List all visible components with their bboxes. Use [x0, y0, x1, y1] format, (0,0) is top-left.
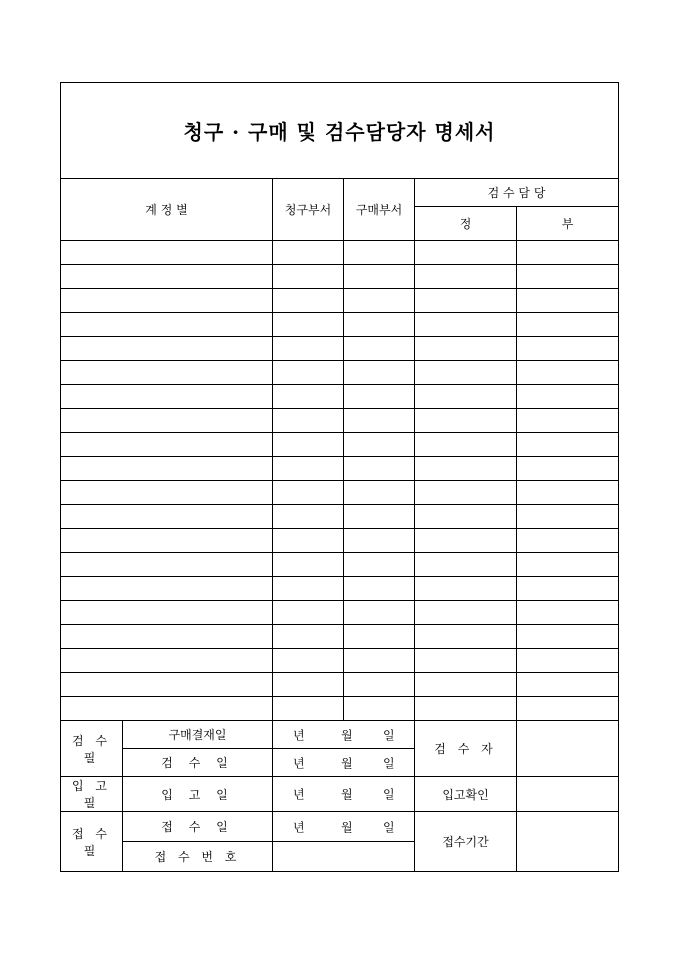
- table-row: [61, 433, 619, 457]
- request-dept-cell[interactable]: [273, 433, 344, 457]
- purchase-approval-date-field[interactable]: [273, 721, 415, 749]
- warehousing-seal-label: 입 고 필: [61, 777, 123, 812]
- primary-inspector-cell[interactable]: [415, 553, 517, 577]
- secondary-inspector-cell[interactable]: [517, 337, 619, 361]
- account-cell[interactable]: [61, 457, 273, 481]
- table-row: [61, 241, 619, 265]
- account-header: 계 정 별: [61, 179, 273, 241]
- month-label: 월: [341, 756, 353, 770]
- request-dept-cell[interactable]: [273, 241, 344, 265]
- primary-inspector-cell[interactable]: [415, 673, 517, 697]
- account-cell[interactable]: [61, 481, 273, 505]
- statement-form: [60, 82, 619, 872]
- request-dept-cell[interactable]: [273, 457, 344, 481]
- receipt-number-label: 접 수 번 호: [123, 842, 273, 872]
- purchase-dept-cell[interactable]: [344, 385, 415, 409]
- secondary-inspector-cell[interactable]: [517, 241, 619, 265]
- receipt-date-label: 접 수 일: [123, 812, 273, 842]
- warehousing-confirm-label: 입고확인: [415, 777, 517, 812]
- purchase-dept-cell[interactable]: [344, 337, 415, 361]
- request-dept-cell[interactable]: [273, 505, 344, 529]
- request-dept-cell[interactable]: [273, 313, 344, 337]
- account-cell[interactable]: [61, 361, 273, 385]
- year-label: 년: [293, 756, 305, 770]
- warehousing-date-field[interactable]: [273, 777, 415, 812]
- day-label: 일: [383, 756, 395, 770]
- purchase-dept-cell[interactable]: [344, 409, 415, 433]
- month-label: 월: [341, 820, 353, 834]
- request-dept-header: 청구부서: [273, 179, 344, 241]
- inspector-field[interactable]: [517, 721, 619, 777]
- inspection-date-field[interactable]: [273, 749, 415, 777]
- account-cell[interactable]: [61, 289, 273, 313]
- request-dept-cell[interactable]: [273, 529, 344, 553]
- year-label: 년: [293, 820, 305, 834]
- table-row: [61, 697, 619, 721]
- secondary-inspector-cell[interactable]: [517, 409, 619, 433]
- request-dept-cell[interactable]: [273, 601, 344, 625]
- request-dept-cell[interactable]: [273, 385, 344, 409]
- purchase-dept-cell[interactable]: [344, 577, 415, 601]
- secondary-inspector-cell[interactable]: [517, 481, 619, 505]
- table-row: [61, 601, 619, 625]
- primary-inspector-cell[interactable]: [415, 481, 517, 505]
- purchase-dept-cell[interactable]: [344, 601, 415, 625]
- inspection-date-label: 검 수 일: [123, 749, 273, 777]
- primary-inspector-cell[interactable]: [415, 361, 517, 385]
- purchase-dept-cell[interactable]: [344, 505, 415, 529]
- table-row: [61, 553, 619, 577]
- secondary-inspector-cell[interactable]: [517, 289, 619, 313]
- table-row: [61, 457, 619, 481]
- purchase-dept-cell[interactable]: [344, 457, 415, 481]
- secondary-inspector-cell[interactable]: [517, 649, 619, 673]
- purchase-dept-cell[interactable]: [344, 289, 415, 313]
- purchase-dept-cell[interactable]: [344, 649, 415, 673]
- account-cell[interactable]: [61, 577, 273, 601]
- table-row: [61, 577, 619, 601]
- request-dept-cell[interactable]: [273, 409, 344, 433]
- secondary-inspector-cell[interactable]: [517, 529, 619, 553]
- table-row: [61, 529, 619, 553]
- account-cell[interactable]: [61, 673, 273, 697]
- warehousing-confirm-field[interactable]: [517, 777, 619, 812]
- secondary-inspector-cell[interactable]: [517, 625, 619, 649]
- purchase-dept-cell[interactable]: [344, 553, 415, 577]
- table-row: [61, 505, 619, 529]
- request-dept-cell[interactable]: [273, 649, 344, 673]
- primary-inspector-cell[interactable]: [415, 313, 517, 337]
- request-dept-cell[interactable]: [273, 697, 344, 721]
- secondary-inspector-cell[interactable]: [517, 313, 619, 337]
- table-row: [61, 481, 619, 505]
- day-label: 일: [383, 728, 395, 742]
- account-cell[interactable]: [61, 601, 273, 625]
- receipt-date-field[interactable]: [273, 812, 415, 842]
- primary-inspector-cell[interactable]: [415, 649, 517, 673]
- primary-inspector-cell[interactable]: [415, 625, 517, 649]
- purchase-dept-cell[interactable]: [344, 433, 415, 457]
- title-cell: [61, 83, 619, 179]
- request-dept-cell[interactable]: [273, 553, 344, 577]
- primary-inspector-cell[interactable]: [415, 601, 517, 625]
- purchase-dept-cell[interactable]: [344, 697, 415, 721]
- account-cell[interactable]: [61, 697, 273, 721]
- year-label: 년: [293, 728, 305, 742]
- table-row: [61, 673, 619, 697]
- inspector-label: 검 수 자: [415, 721, 517, 777]
- primary-inspector-cell[interactable]: [415, 385, 517, 409]
- secondary-inspector-cell[interactable]: [517, 697, 619, 721]
- purchase-dept-cell[interactable]: [344, 529, 415, 553]
- primary-inspector-cell[interactable]: [415, 529, 517, 553]
- table-row: [61, 337, 619, 361]
- inspection-seal-label: 검 수 필: [61, 721, 123, 777]
- request-dept-cell[interactable]: [273, 337, 344, 361]
- table-row: [61, 313, 619, 337]
- purchase-dept-cell[interactable]: [344, 241, 415, 265]
- account-cell[interactable]: [61, 505, 273, 529]
- account-cell[interactable]: [61, 337, 273, 361]
- primary-inspector-cell[interactable]: [415, 409, 517, 433]
- secondary-inspector-cell[interactable]: [517, 433, 619, 457]
- receipt-period-field[interactable]: [517, 812, 619, 872]
- primary-inspector-cell[interactable]: [415, 505, 517, 529]
- purchase-dept-header: 구매부서: [344, 179, 415, 241]
- request-dept-cell[interactable]: [273, 265, 344, 289]
- purchase-approval-date-label: 구매결재일: [123, 721, 273, 749]
- table-row: [61, 361, 619, 385]
- account-cell[interactable]: [61, 553, 273, 577]
- secondary-inspector-cell[interactable]: [517, 505, 619, 529]
- purchase-dept-cell[interactable]: [344, 313, 415, 337]
- purchase-dept-cell[interactable]: [344, 265, 415, 289]
- account-cell[interactable]: [61, 265, 273, 289]
- purchase-dept-cell[interactable]: [344, 673, 415, 697]
- primary-inspector-cell[interactable]: [415, 289, 517, 313]
- primary-header: 정: [415, 207, 517, 241]
- purchase-dept-cell[interactable]: [344, 481, 415, 505]
- page-title: 청구 · 구매 및 검수담당자 명세서: [183, 120, 496, 144]
- account-cell[interactable]: [61, 409, 273, 433]
- purchase-dept-cell[interactable]: [344, 361, 415, 385]
- request-dept-cell[interactable]: [273, 673, 344, 697]
- day-label: 일: [383, 787, 395, 802]
- account-cell[interactable]: [61, 433, 273, 457]
- receipt-seal-label: 접 수 필: [61, 812, 123, 872]
- request-dept-cell[interactable]: [273, 577, 344, 601]
- day-label: 일: [383, 820, 395, 834]
- secondary-inspector-cell[interactable]: [517, 385, 619, 409]
- month-label: 월: [341, 728, 353, 742]
- primary-inspector-cell[interactable]: [415, 433, 517, 457]
- table-row: [61, 625, 619, 649]
- table-row: [61, 289, 619, 313]
- purchase-dept-cell[interactable]: [344, 625, 415, 649]
- receipt-number-field[interactable]: [273, 842, 415, 872]
- year-label: 년: [293, 787, 305, 802]
- table-row: [61, 649, 619, 673]
- table-row: [61, 265, 619, 289]
- account-cell[interactable]: [61, 625, 273, 649]
- primary-inspector-cell[interactable]: [415, 697, 517, 721]
- account-cell[interactable]: [61, 241, 273, 265]
- primary-inspector-cell[interactable]: [415, 241, 517, 265]
- secondary-inspector-cell[interactable]: [517, 553, 619, 577]
- receipt-period-label: 접수기간: [415, 812, 517, 872]
- request-dept-cell[interactable]: [273, 625, 344, 649]
- month-label: 월: [341, 787, 353, 802]
- account-cell[interactable]: [61, 313, 273, 337]
- secondary-inspector-cell[interactable]: [517, 577, 619, 601]
- request-dept-cell[interactable]: [273, 361, 344, 385]
- warehousing-date-label: 입 고 일: [123, 777, 273, 812]
- request-dept-cell[interactable]: [273, 481, 344, 505]
- table-row: [61, 385, 619, 409]
- account-cell[interactable]: [61, 385, 273, 409]
- secondary-inspector-cell[interactable]: [517, 361, 619, 385]
- secondary-inspector-cell[interactable]: [517, 457, 619, 481]
- secondary-inspector-cell[interactable]: [517, 601, 619, 625]
- account-cell[interactable]: [61, 529, 273, 553]
- request-dept-cell[interactable]: [273, 289, 344, 313]
- account-cell[interactable]: [61, 649, 273, 673]
- inspection-header: 검 수 담 당: [415, 179, 619, 207]
- primary-inspector-cell[interactable]: [415, 265, 517, 289]
- primary-inspector-cell[interactable]: [415, 577, 517, 601]
- secondary-inspector-cell[interactable]: [517, 265, 619, 289]
- primary-inspector-cell[interactable]: [415, 337, 517, 361]
- secondary-inspector-cell[interactable]: [517, 673, 619, 697]
- secondary-header: 부: [517, 207, 619, 241]
- primary-inspector-cell[interactable]: [415, 457, 517, 481]
- table-row: [61, 409, 619, 433]
